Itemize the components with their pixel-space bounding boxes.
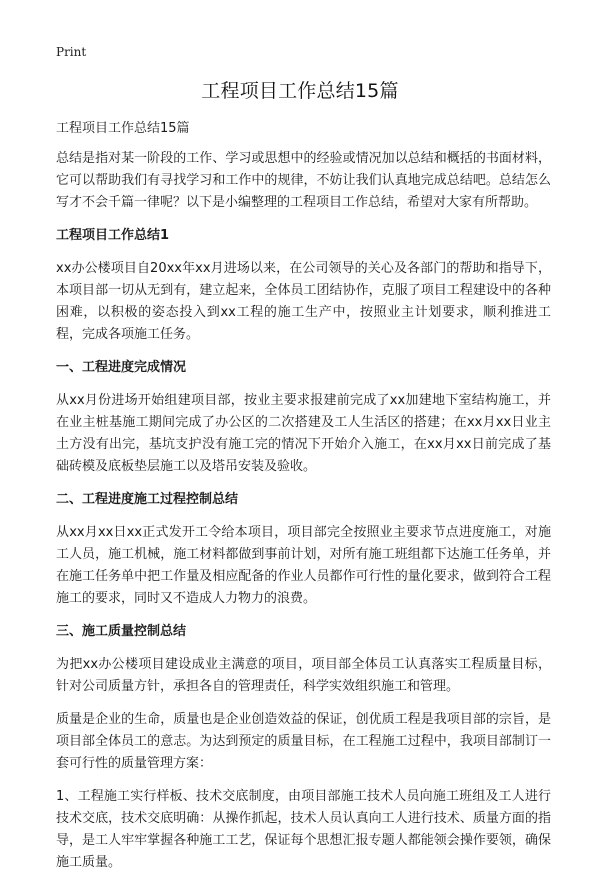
document-subtitle: 工程项目工作总结15篇 <box>56 121 190 136</box>
intro-paragraph: 总结是指对某一阶段的工作、学习或思想中的经验或情况加以总结和概括的书面材料，它可以帮助我们有寻找学习和工作中的规律，不妨让我们认真地完成总结吧。总结怎么写才不会千篇一律呢？以下是小编整理的工程项目工作总结，希望对大家有所帮助。 <box>56 151 551 210</box>
part-1-paragraph: 从xx月份进场开始组建项目部，按业主要求报建前完成了xx加建地下室结构施工，并在业主桩基施工期间完成了办公区的二次搭建及工人生活区的搭建；在xx月xx日业主土方没有出完，基坑支护没有施工完的情况下开始介入施工，在xx月xx日前完成了基础砖模及底板垫层施工以及塔吊安装及验收。 <box>56 393 551 474</box>
part-3-paragraph-2: 质量是企业的生命，质量也是企业创造效益的保证，创优质工程是我项目部的宗旨，是项目部全体员工的意志。为达到预定的质量目标，在工程施工过程中，我项目部制订一套可行性的质量管理方案： <box>56 712 551 771</box>
part-1-heading: 一、工程进度完成情况 <box>56 360 187 375</box>
part-3-paragraph-1: 为把xx办公楼项目建设成业主满意的项目，项目部全体员工认真落实工程质量目标，针对公司质量方针，承担各自的管理责任，科学实效组织施工和管理。 <box>56 657 551 694</box>
section-1-heading: 工程项目工作总结1 <box>56 228 170 243</box>
print-link[interactable]: Print <box>56 45 87 59</box>
document-title: 工程项目工作总结15篇 <box>201 80 399 102</box>
part-3-paragraph-3: 1、工程施工实行样板、技术交底制度，由项目部施工技术人员向施工班组及工人进行技术交底，技术交底明确：从操作抓起，技术人员认真向工人进行技术、质量方面的指导，是工人牢牢掌握各种施工工艺，保证每个思想汇报专题人都能领会操作要领，确保施工质量。 <box>56 789 551 870</box>
section-1-paragraph: xx办公楼项目自20xx年xx月进场以来，在公司领导的关心及各部门的帮助和指导下，本项目部一切从无到有，建立起来，全体员工团结协作，克服了项目工程建设中的各种困难，以积极的姿态投入到xx工程的施工生产中，按照业主计划要求，顺利推进工程，完成各项施工任务。 <box>56 261 551 342</box>
part-2-heading: 二、工程进度施工过程控制总结 <box>56 492 239 507</box>
part-3-heading: 三、施工质量控制总结 <box>56 624 187 639</box>
part-2-paragraph: 从xx月xx日xx正式发开工令给本项目，项目部完全按照业主要求节点进度施工，对施工人员，施工机械，施工材料都做到事前计划，对所有施工班组都下达施工任务单，并在施工任务单中把工作量及相应配备的作业人员都作可行性的量化要求，做到符合工程施工的要求，同时又不造成人力物力的浪费。 <box>56 525 551 606</box>
document-body <box>56 118 551 885</box>
